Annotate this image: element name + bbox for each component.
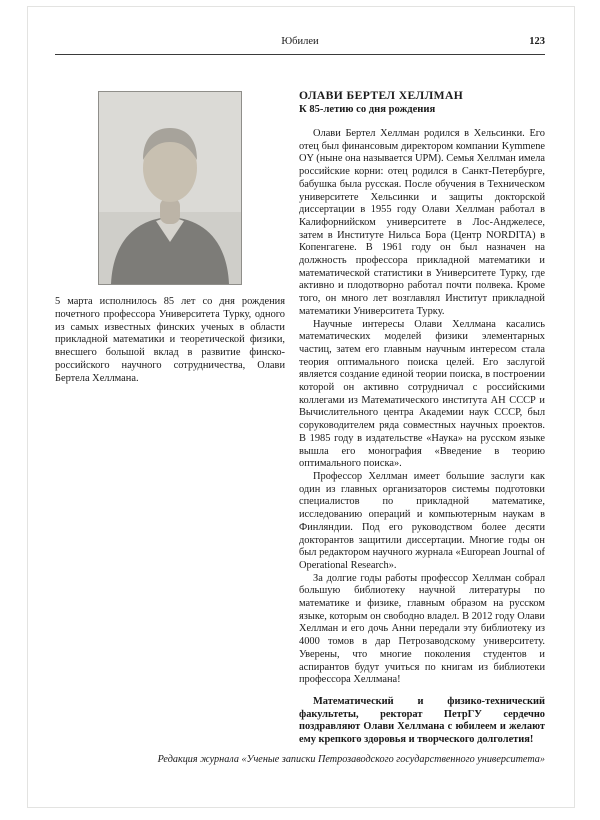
page-number: 123 <box>529 36 545 47</box>
body-paragraph: Олави Бертел Хеллман родился в Хельсинки. Его отец был финансовым директором компании Kymmene OY (ныне она называется UPM). Семья Хеллман имела российские корни: отец родился в Санкт-Петербурге, бабушка была русская. После обучения в Техническом университете Хельсинки и защиты докторской диссертации в 1955 году Олави Хеллман работал в Калифорнийском университете в Лос-Анджелесе, затем в Институте Нильса Бора (Центр NORDITA) в Копенгагене. В 1961 году он был назначен на должность профессора прикладной математики и математической статистики в Университете Турку, где активно и плодотворно работал почти полвека. Кроме того, он много лет возглавлял Институт прикладной математики Университета Турку. <box>299 128 545 317</box>
section-title: Юбилеи <box>281 36 319 47</box>
article-columns <box>55 89 545 747</box>
editorial-signature: Редакция журнала «Ученые записки Петрозаводского государственного университета» <box>157 753 545 765</box>
portrait-photo <box>98 91 242 285</box>
right-column <box>299 89 545 747</box>
header-rule <box>55 54 545 55</box>
body-paragraph: Научные интересы Олави Хеллмана касались математических моделей физики элементарных частиц, затем его главным научным интересом стала теория оптимального поиска целей. Его заслугой является создание единой теории поиска, в построении которой он активно сотрудничал с российскими коллегами из Математического института АН СССР и Вычислительного центра Академии наук СССР, был соруководителем ряда совместных научных проектов. В 1985 году в издательстве «Наука» на русском языке вышла его монография «Введение в теорию оптимального поиска». <box>299 318 545 470</box>
article-title: ОЛАВИ БЕРТЕЛ ХЕЛЛМАН <box>299 89 464 102</box>
photo-caption: 5 марта исполнилось 85 лет со дня рождения почетного профессора Университета Турку, одного из самых известных финских ученых в области прикладной математики и теоретической физики, внесшего большой вклад в развитие финско-российского научного сотрудничества, Олави Бертела Хеллмана. <box>55 296 285 384</box>
closing-paragraph: Математический и физико-технический факультеты, ректорат ПетрГУ сердечно поздравляют Олави Хеллмана с юбилеем и желают ему крепкого здоровья и творческого долголетия! <box>299 695 545 746</box>
body-paragraph: За долгие годы работы профессор Хеллман собрал большую библиотеку научной литературы по математике и физике, главным образом на русском языке, которым он свободно владел. В 2012 году Олави Хеллман и его дочь Анни передали эту библиотеку из 4000 томов в дар Петрозаводскому университету. Уверены, что многие поколения студентов и аспирантов будут учиться по книгам из библиотеки профессора Хеллмана! <box>299 572 545 686</box>
article-body <box>299 128 545 687</box>
body-paragraph: Профессор Хеллман имеет большие заслуги как один из главных организаторов системы подготовки специалистов по прикладной математике, исследованию операций и компьютерным наукам в Финляндии. Под его руководством более десяти докторантов защитили диссертации. Многие годы он был редактором научного журнала «European Journal of Operational Research». <box>299 470 545 571</box>
portrait-photo-graphic <box>99 92 241 284</box>
left-column <box>55 89 285 747</box>
article-subtitle: К 85-летию со дня рождения <box>299 104 436 115</box>
page-header <box>55 36 545 49</box>
